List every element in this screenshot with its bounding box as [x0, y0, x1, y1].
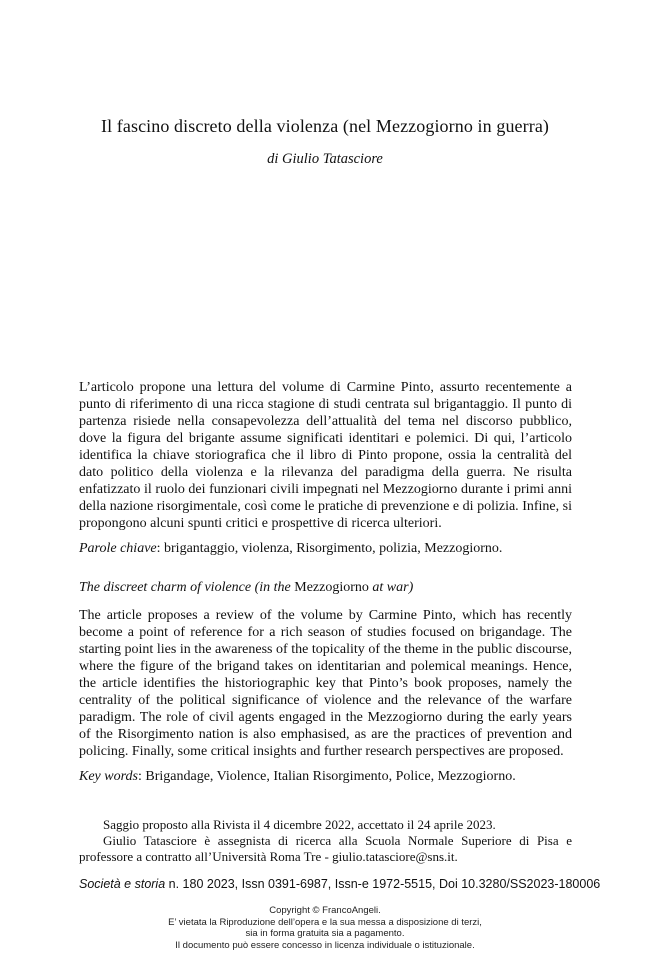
article-author: di Giulio Tatasciore [267, 151, 383, 167]
english-title-part1: The discreet charm of violence (in the [79, 580, 295, 595]
copyright-line-3: sia in forma gratuita sia a pagamento. [245, 928, 405, 939]
affiliation-note: Giulio Tatasciore è assegnista di ricerca alla Scuola Normale Superiore di Pisa e professore a contratto all’Università Roma Tre - giulio.tatasciore@sns.it. [79, 833, 572, 864]
keywords-italian [79, 540, 572, 557]
keywords-english-label: Key words [79, 769, 138, 784]
keywords-italian-label: Parole chiave [79, 541, 157, 556]
english-title [79, 580, 413, 596]
english-title-mezzogiorno: Mezzogiorno [294, 580, 369, 595]
author-notes [79, 817, 572, 865]
english-title-part3: at war) [368, 580, 414, 595]
copyright-line-2: E’ vietata la Riproduzione dell’opera e la sua messa a disposizione di terzi, [168, 916, 482, 928]
keywords-italian-list: : brigantaggio, violenza, Risorgimento, polizia, Mezzogiorno. [156, 541, 503, 556]
copyright-line-4: Il documento può essere concesso in licenza individuale o istituzionale. [175, 939, 475, 951]
abstract-italian: L’articolo propone una lettura del volume di Carmine Pinto, assurto recentemente a punto di riferimento di una ricca stagione di studi centrata sul brigantaggio. Il punto di partenza risiede nella consapevolezza dell’attualità del tema nel discorso pubblico, dove la figura del brigante assume significati identitari e polemici. Di qui, l’articolo identifica la chiave storiografica che il libro di Pinto propone, ossia la centralità del dato politico della violenza e la rilevanza del paradigma della guerra. Ne risulta enfatizzato il ruolo dei funzionari civili impegnati nel Mezzogiorno durante i primi anni della nazione risorgimentale, così come le pratiche di prevenzione e di polizia. Infine, si propongono alcuni spunti critici e prospettive di ricerca ulteriori. [79, 380, 572, 531]
article-title: Il fascino discreto della violenza (nel Mezzogiorno in guerra) [100, 116, 550, 136]
journal-name: Società e storia [79, 877, 166, 891]
keywords-english-list: : Brigandage, Violence, Italian Risorgimento, Police, Mezzogiorno. [137, 769, 516, 784]
copyright-notice [0, 905, 650, 951]
citation-details: n. 180 2023, Issn 0391-6987, Issn-e 1972-5515, Doi 10.3280/SS2023-180006 [165, 877, 601, 891]
copyright-line-1: Copyright © FrancoAngeli. [269, 905, 381, 916]
abstract-english: The article proposes a review of the volume by Carmine Pinto, which has recently become a point of reference for a rich season of studies focused on brigandage. The starting point lies in the awareness of the topicality of the theme in the public discourse, where the figure of the brigand takes on identitarian and polemical meanings. Hence, the article identifies the historiographic key that Pinto’s book proposes, namely the centrality of the political significance of violence and the relevance of the warfare paradigm. The role of civil agents engaged in the Mezzogiorno during the early years of the Risorgimento nation is also emphasised, as are the practices of prevention and policing. Finally, some critical insights and further research perspectives are proposed. [79, 608, 572, 759]
submission-note: Saggio proposto alla Rivista il 4 dicembre 2022, accettato il 24 aprile 2023. [103, 817, 496, 832]
journal-citation [79, 877, 599, 891]
keywords-english [79, 768, 572, 785]
